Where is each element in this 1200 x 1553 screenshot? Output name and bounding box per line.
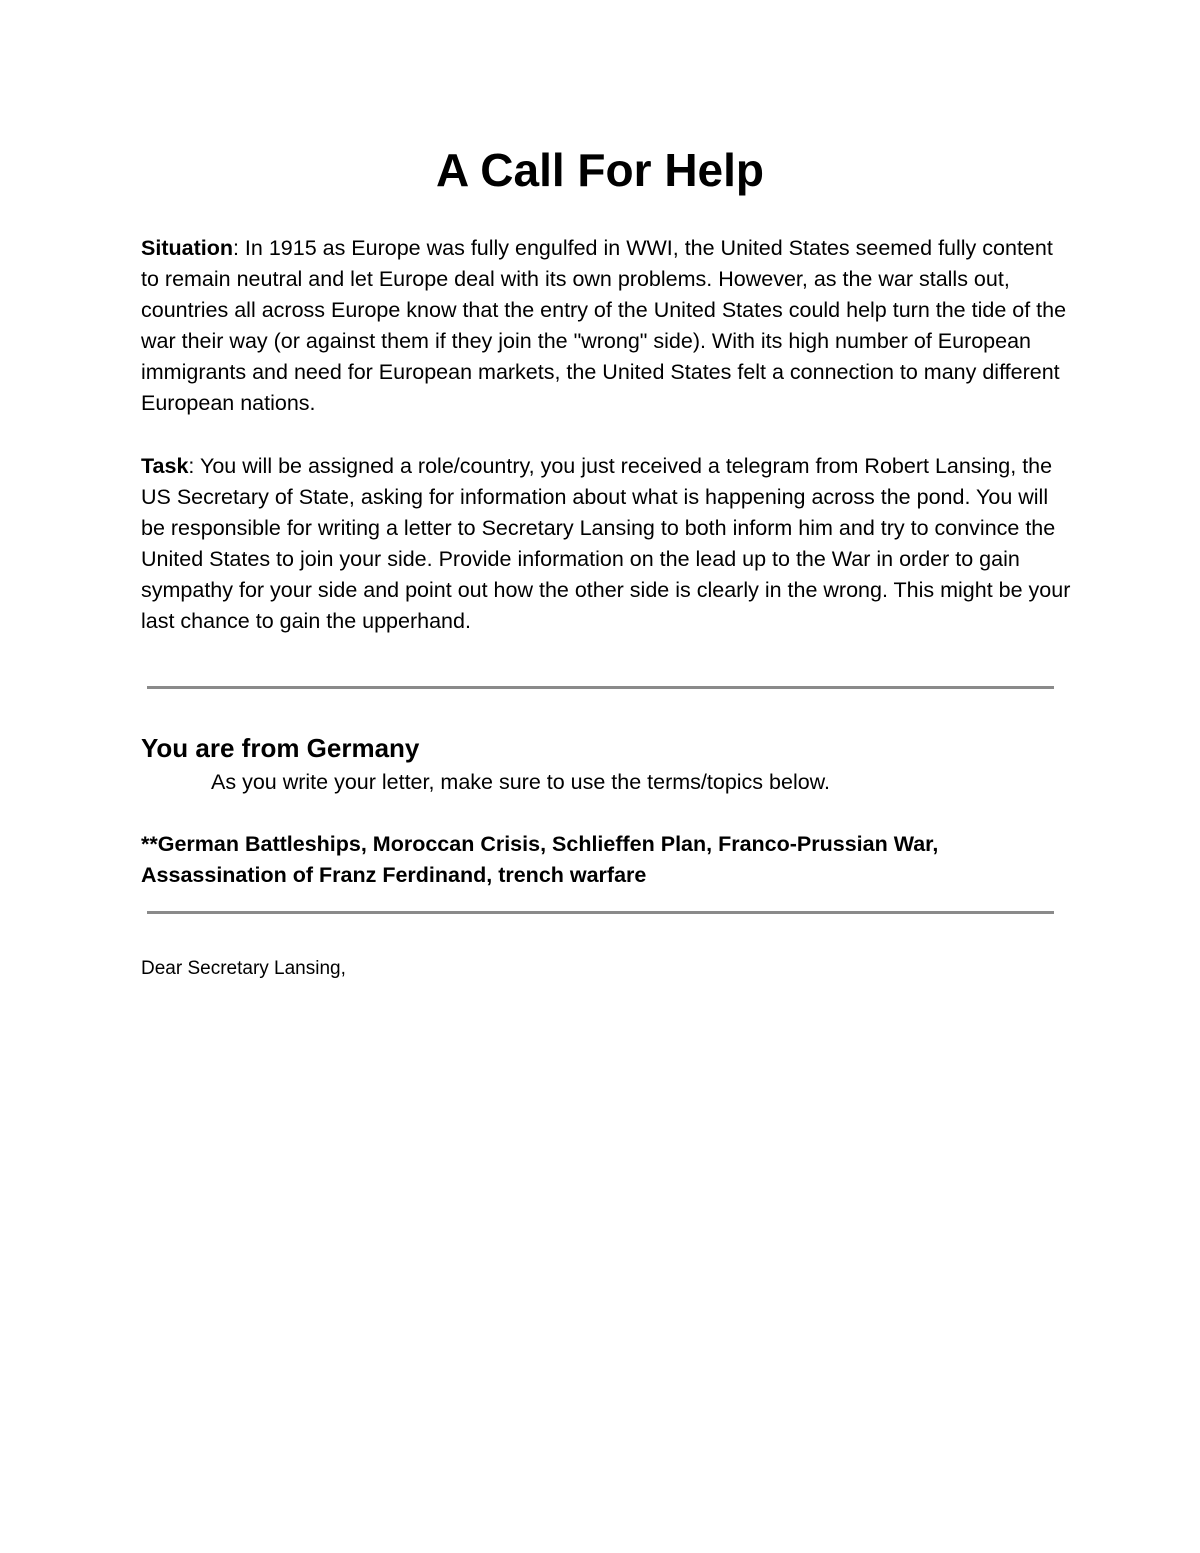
letter-greeting: Dear Secretary Lansing,	[141, 958, 346, 979]
situation-paragraph	[141, 233, 1071, 419]
situation-label: Situation	[141, 236, 233, 260]
instructions-text: As you write your letter, make sure to use the terms/topics below.	[211, 770, 830, 794]
task-paragraph	[141, 451, 1071, 637]
task-label: Task	[141, 454, 189, 478]
terms-list: **German Battleships, Moroccan Crisis, Schlieffen Plan, Franco-Prussian War, Assassination of Franz Ferdinand, trench warfare	[141, 832, 939, 887]
document-title: A Call For Help	[436, 144, 764, 196]
country-heading: You are from Germany	[141, 733, 420, 763]
horizontal-divider-top	[147, 686, 1054, 689]
horizontal-divider-bottom	[147, 911, 1054, 914]
task-text: : You will be assigned a role/country, you just received a telegram from Robert Lansing, the US Secretary of State, asking for information about what is happening across the pond. You will be responsible for writing a letter to Secretary Lansing to both inform him and try to convince the United States to join your side. Provide information on the lead up to the War in order to gain sympathy for your side and point out how the other side is clearly in the wrong. This might be your last chance to gain the upperhand.	[141, 454, 1071, 633]
situation-text: : In 1915 as Europe was fully engulfed in WWI, the United States seemed fully content to remain neutral and let Europe deal with its own problems. However, as the war stalls out, countries all across Europe know that the entry of the United States could help turn the tide of the war their way (or against them if they join the "wrong" side). With its high number of European immigrants and need for European markets, the United States felt a connection to many different European nations.	[141, 236, 1067, 415]
